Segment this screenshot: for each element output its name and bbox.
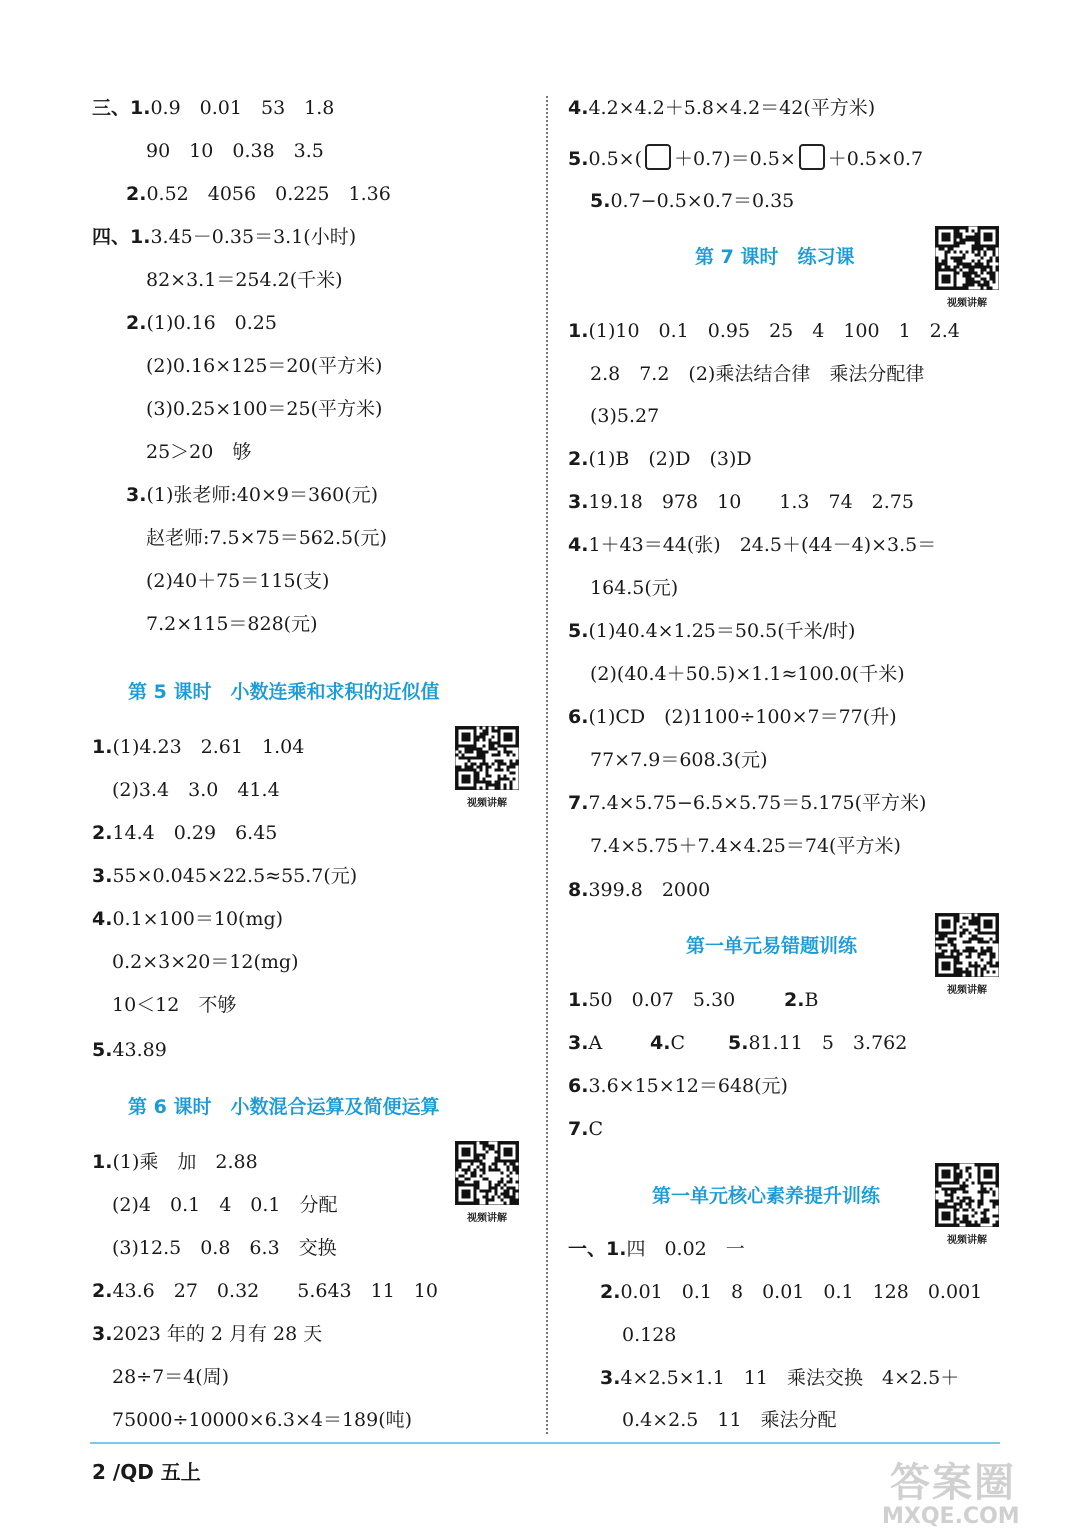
question-number: 3.	[92, 865, 113, 887]
question-number: 3.	[568, 491, 589, 513]
answer-line-right	[590, 576, 678, 600]
question-number: 2.	[784, 989, 805, 1011]
question-number: 3.	[568, 1032, 589, 1054]
answer-text: 75000÷10000×6.3×4＝189(吨)	[112, 1409, 413, 1431]
answer-line-right	[568, 878, 710, 902]
answer-text: 4.2×4.2＋5.8×4.2＝42(平方米)	[588, 97, 876, 119]
answer-line-right	[622, 1323, 676, 1347]
qr-code-icon[interactable]	[455, 726, 519, 809]
question-number: 6.	[568, 1075, 589, 1097]
answer-line-left	[92, 864, 357, 888]
answer-text: ＋0.5×0.7	[827, 148, 924, 170]
answer-line-right	[568, 1074, 788, 1098]
answer-line-left	[92, 96, 334, 120]
answer-line-left	[146, 569, 329, 593]
answer-text: 3.6×15×12＝648(元)	[588, 1075, 788, 1097]
answer-text: 164.5(元)	[590, 577, 679, 599]
answer-text: (1)4.23 2.61 1.04	[112, 736, 305, 758]
answer-line-left	[126, 182, 391, 206]
answer-text: (1)B (2)D (3)D	[588, 448, 752, 470]
qr-label: 视频讲解	[947, 985, 987, 996]
question-number: 4.	[92, 908, 113, 930]
answer-text: 0.128	[622, 1324, 677, 1346]
question-number: 1.	[92, 736, 113, 758]
answer-text: (1)10 0.1 0.95 25 4 100 1 2.4	[588, 320, 960, 342]
edition-label: /QD 五上	[112, 1460, 201, 1484]
answer-text: ＋0.7)＝0.5×	[674, 148, 796, 170]
question-number: 1.	[568, 320, 589, 342]
answer-line-right	[568, 319, 960, 343]
answer-line-right	[622, 1408, 837, 1432]
answer-text: 0.9 0.01 53 1.8	[150, 97, 335, 119]
answer-text: 399.8 2000	[588, 879, 711, 901]
answer-text: 3.45－0.35＝3.1(小时)	[150, 226, 357, 248]
answer-line-right	[568, 490, 914, 514]
question-number: 8.	[568, 879, 589, 901]
answer-line-left	[146, 612, 318, 636]
answer-line-right	[568, 1237, 745, 1261]
column-divider	[546, 96, 548, 1434]
answer-line-left	[112, 1236, 337, 1260]
answer-line-left	[112, 778, 280, 802]
answer-line-right	[568, 1117, 603, 1141]
question-number: 3.	[92, 1323, 113, 1345]
question-number: 7.	[568, 1118, 589, 1140]
answer-text: (1)乘 加 2.88	[112, 1151, 258, 1173]
answer-text: 赵老师:7.5×75＝562.5(元)	[146, 527, 387, 549]
lesson-heading: 第 6 课时 小数混合运算及简便运算	[128, 1096, 440, 1118]
page-footer	[92, 1456, 201, 1485]
answer-line-right	[568, 705, 897, 729]
answer-text: 82×3.1＝254.2(千米)	[146, 269, 343, 291]
page-number: 2	[92, 1460, 106, 1484]
answer-text: 四 0.02 一	[626, 1238, 745, 1260]
answer-text: 90 10 0.38 3.5	[146, 140, 324, 162]
answer-text: 55×0.045×22.5≈55.7(元)	[112, 865, 358, 887]
answer-line-right	[600, 1366, 959, 1390]
question-number: 6.	[568, 706, 589, 728]
answer-line-left	[126, 483, 378, 507]
question-number: 4.	[568, 534, 589, 556]
blank-box	[645, 144, 671, 170]
answer-text: (1)CD (2)1100÷100×7＝77(升)	[588, 706, 897, 728]
question-number: 7.	[568, 792, 589, 814]
question-number: 5.	[568, 148, 589, 170]
question-number: 4.	[568, 97, 589, 119]
answer-line-right	[568, 533, 936, 557]
answer-line-left	[92, 907, 283, 931]
answer-text: (2)3.4 3.0 41.4	[112, 779, 280, 801]
answer-text: 7.2×115＝828(元)	[146, 613, 318, 635]
qr-code-icon[interactable]	[935, 1163, 999, 1246]
footer-rule	[90, 1442, 1000, 1444]
answer-text: 7.4×5.75−6.5×5.75＝5.175(平方米)	[588, 792, 927, 814]
answer-text: 0.52 4056 0.225 1.36	[146, 183, 391, 205]
answer-text: 19.18 978 10 1.3 74 2.75	[588, 491, 914, 513]
answer-line-right	[568, 1031, 621, 1055]
question-number: 1.	[568, 989, 589, 1011]
answer-text: B	[804, 989, 819, 1011]
answer-text: (1)40.4×1.25＝50.5(千米/时)	[588, 620, 856, 642]
answer-text: (1)0.16 0.25	[146, 312, 277, 334]
answer-text: 77×7.9＝608.3(元)	[590, 749, 768, 771]
lesson-heading: 第 7 课时 练习课	[695, 246, 855, 268]
answer-text: 0.2×3×20＝12(mg)	[112, 951, 299, 973]
answer-text: 50 0.07 5.30	[588, 989, 774, 1011]
answer-text: 4×2.5×1.1 11 乘法交换 4×2.5＋	[620, 1367, 960, 1389]
answer-line-left	[112, 993, 236, 1017]
question-number: 3.	[600, 1367, 621, 1389]
answer-text: 2023 年的 2 月有 28 天	[112, 1323, 323, 1345]
question-number: 5.	[728, 1032, 749, 1054]
answer-text: 43.6 27 0.32 5.643 11 10	[112, 1280, 438, 1302]
question-number: 2.	[126, 183, 147, 205]
answer-text: C	[670, 1032, 685, 1054]
answer-text: 0.5×(	[588, 148, 643, 170]
question-number: 5.	[568, 620, 589, 642]
question-number: 一、1.	[568, 1238, 627, 1260]
answer-line-left	[112, 950, 299, 974]
question-number: 5.	[590, 190, 611, 212]
answer-text: (2)(40.4＋50.5)×1.1≈100.0(千米)	[590, 663, 905, 685]
question-number: 2.	[92, 1280, 113, 1302]
qr-code-icon[interactable]	[455, 1141, 519, 1224]
blank-box	[799, 144, 825, 170]
answer-text: (2)40＋75＝115(支)	[146, 570, 330, 592]
qr-label: 视频讲解	[947, 1235, 987, 1246]
answer-line-right	[590, 362, 924, 386]
answer-text: C	[588, 1118, 603, 1140]
question-number: 4.	[650, 1032, 671, 1054]
answer-text: 0.7−0.5×0.7＝0.35	[610, 190, 795, 212]
answer-line-right	[568, 96, 875, 120]
answer-line-left	[146, 397, 382, 421]
answer-line-right	[568, 447, 752, 471]
answer-text: (1)张老师:40×9＝360(元)	[146, 484, 379, 506]
answer-line-right	[590, 748, 768, 772]
answer-line-left	[92, 1279, 438, 1303]
answer-line-left	[146, 526, 387, 550]
answer-line-left	[146, 354, 382, 378]
answer-line-left	[92, 1322, 322, 1346]
answer-line-left	[92, 225, 356, 249]
answer-line-right	[590, 662, 905, 686]
answer-text: 0.1×100＝10(mg)	[112, 908, 284, 930]
question-number: 5.	[92, 1039, 113, 1061]
question-number: 2.	[568, 448, 589, 470]
watermark-top: 答案圈	[890, 1460, 1016, 1506]
answer-line-left	[126, 311, 277, 335]
answer-line-left	[112, 1408, 412, 1432]
question-number: 2.	[92, 822, 113, 844]
answer-line-left	[92, 821, 277, 845]
answer-text: (2)0.16×125＝20(平方米)	[146, 355, 383, 377]
answer-text: 7.4×5.75＋7.4×4.25＝74(平方米)	[590, 835, 901, 857]
answer-text: 81.11 5 3.762	[748, 1032, 908, 1054]
answer-line-inline	[650, 1031, 685, 1055]
answer-text: 1＋43＝44(张) 24.5＋(44－4)×3.5＝	[588, 534, 937, 556]
answer-line-with-blanks	[568, 144, 923, 171]
answer-line-right	[590, 834, 901, 858]
lesson-heading: 第一单元易错题训练	[686, 935, 858, 957]
answer-line-inline	[784, 988, 818, 1012]
qr-code-icon[interactable]	[935, 913, 999, 996]
question-number: 2.	[126, 312, 147, 334]
qr-label: 视频讲解	[467, 798, 507, 809]
answer-line-right	[568, 791, 926, 815]
question-number: 3.	[126, 484, 147, 506]
answer-line-left	[112, 1365, 229, 1389]
qr-code-icon[interactable]	[935, 226, 999, 309]
answer-text: 10＜12 不够	[112, 994, 237, 1016]
answer-text: 14.4 0.29 6.45	[112, 822, 278, 844]
qr-label: 视频讲解	[467, 1213, 507, 1224]
watermark-bottom: MXQE.COM	[882, 1504, 1020, 1529]
answer-text: 28÷7＝4(周)	[112, 1366, 230, 1388]
lesson-heading: 第一单元核心素养提升训练	[652, 1185, 881, 1207]
question-number: 三、1.	[92, 97, 151, 119]
answer-text: (3)5.27	[590, 405, 660, 427]
answer-line-right	[590, 404, 659, 428]
question-number: 四、1.	[92, 226, 151, 248]
answer-line-right	[600, 1280, 982, 1304]
answer-text: (3)12.5 0.8 6.3 交换	[112, 1237, 337, 1259]
answer-line-left	[146, 139, 324, 163]
answer-line-left	[146, 440, 251, 464]
answer-line-left	[92, 1150, 258, 1174]
answer-line-right	[568, 619, 855, 643]
lesson-heading: 第 5 课时 小数连乘和求积的近似值	[128, 681, 440, 703]
watermark	[830, 1462, 1060, 1534]
answer-line-right	[568, 988, 773, 1012]
answer-text: (2)4 0.1 4 0.1 分配	[112, 1194, 338, 1216]
answer-text: A	[588, 1032, 622, 1054]
qr-label: 视频讲解	[947, 298, 987, 309]
answer-line-inline	[728, 1031, 907, 1055]
question-number: 1.	[92, 1151, 113, 1173]
answer-text: 2.8 7.2 (2)乘法结合律 乘法分配律	[590, 363, 925, 385]
answer-text: 0.4×2.5 11 乘法分配	[622, 1409, 837, 1431]
answer-line-right	[590, 189, 794, 213]
answer-line-left	[92, 1038, 167, 1062]
answer-line-left	[112, 1193, 338, 1217]
answer-line-left	[92, 735, 304, 759]
answer-text: (3)0.25×100＝25(平方米)	[146, 398, 383, 420]
question-number: 2.	[600, 1281, 621, 1303]
answer-text: 25＞20 够	[146, 441, 252, 463]
answer-text: 43.89	[112, 1039, 167, 1061]
answer-text: 0.01 0.1 8 0.01 0.1 128 0.001	[620, 1281, 983, 1303]
answer-line-left	[146, 268, 343, 292]
